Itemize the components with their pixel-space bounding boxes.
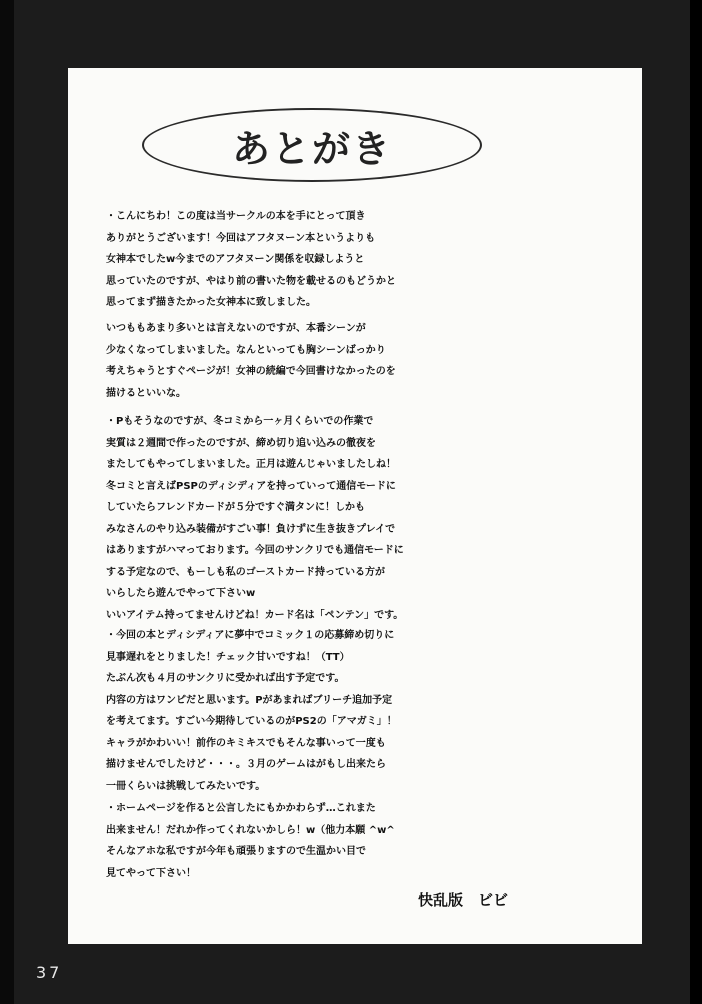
text-line: そんなアホな私ですが今年も頑張りますので生温かい目で xyxy=(106,846,366,857)
text-line: いらしたら遊んでやって下さいw xyxy=(106,588,256,599)
paragraph-1 xyxy=(106,206,640,314)
text-line: ・こんにちわ！この度は当サークルの本を手にとって頂き xyxy=(106,211,366,222)
text-line: いつももあまり多いとは言えないのですが、本番シーンが xyxy=(106,323,366,334)
scan-edge-right xyxy=(690,0,702,1004)
paragraph-5 xyxy=(106,798,640,884)
paragraph-2 xyxy=(106,318,640,404)
text-line: 実質は２週間で作ったのですが、締め切り追い込みの徹夜を xyxy=(106,437,376,449)
text-line: いいアイテム持ってませんけどね！カード名は「ペンテン」です。 xyxy=(106,609,404,621)
text-line: ・Pもそうなのですが、冬コミから一ヶ月くらいでの作業で xyxy=(106,416,374,427)
page-paper xyxy=(68,68,642,944)
text-line: ・ホームページを作ると公言したにもかかわらず…これまた xyxy=(106,803,376,814)
text-line: 描けませんでしたけど・・・。３月のゲームはがもし出来たら xyxy=(106,759,386,770)
text-line: キャラがかわいい！前作のキミキスでもそんな事いって一度も xyxy=(106,737,386,749)
text-line: 冬コミと言えばPSPのディシディアを持っていって通信モードに xyxy=(106,480,396,492)
text-line: する予定なので、もーしも私のゴーストカード持っている方が xyxy=(106,566,385,578)
text-line: ありがとうございます！今回はアフタヌーン本というよりも xyxy=(106,232,376,244)
scan-edge-left xyxy=(0,0,14,1004)
paragraph-4 xyxy=(106,625,640,797)
text-line: していたらフレンドカードが５分ですぐ満タンに！しかも xyxy=(106,502,366,513)
text-line: 思っていたのですが、やはり前の書いた物を載せるのもどうかと xyxy=(106,275,396,287)
text-line: 女神本でしたw今までのアフタヌーン関係を収録しようと xyxy=(106,254,365,265)
text-line: 描けるといいな。 xyxy=(106,387,186,399)
text-line: 内容の方はワンピだと思います。Pがあまればブリーチ追加予定 xyxy=(106,694,393,706)
text-line: 考えちゃうとすぐページが！女神の続編で今回書けなかったのを xyxy=(106,366,396,377)
text-line: たぶん次も４月のサンクリに受かれば出す予定です。 xyxy=(106,673,345,684)
text-line: はありますがハマっております。今回のサンクリでも通信モードに xyxy=(106,545,404,556)
text-line: ・今回の本とディシディアに夢中でコミック１の応募締め切りに xyxy=(106,630,395,641)
text-line: 一冊くらいは挑戦してみたいです。 xyxy=(106,780,266,792)
text-line: 少なくなってしまいました。なんといっても胸シーンばっかり xyxy=(106,344,386,356)
author-signature: 快乱版 ビビ xyxy=(418,891,509,909)
paragraph-3 xyxy=(106,411,640,626)
title-ellipse xyxy=(142,108,482,182)
text-line: 見てやって下さい！ xyxy=(106,867,196,879)
page-number: 37 xyxy=(36,963,63,982)
text-line: みなさんのやり込み装備がすごい事！負けずに生き抜きプレイで xyxy=(106,523,396,535)
text-line: を考えてます。すごい今期待しているのがPS2の「アマガミ」！ xyxy=(106,716,397,727)
text-line: またしてもやってしまいました。正月は遊んじゃいましたしね！ xyxy=(106,459,396,470)
page-title: あとがき xyxy=(231,126,392,171)
text-line: 見事遅れをとりました！チェック甘いですね！（TT） xyxy=(106,651,350,663)
text-line: 思ってまず描きたかった女神本に致しました。 xyxy=(106,297,316,308)
text-line: 出来ません！だれか作ってくれないかしら！w（他力本願 ^w^ xyxy=(106,824,395,836)
